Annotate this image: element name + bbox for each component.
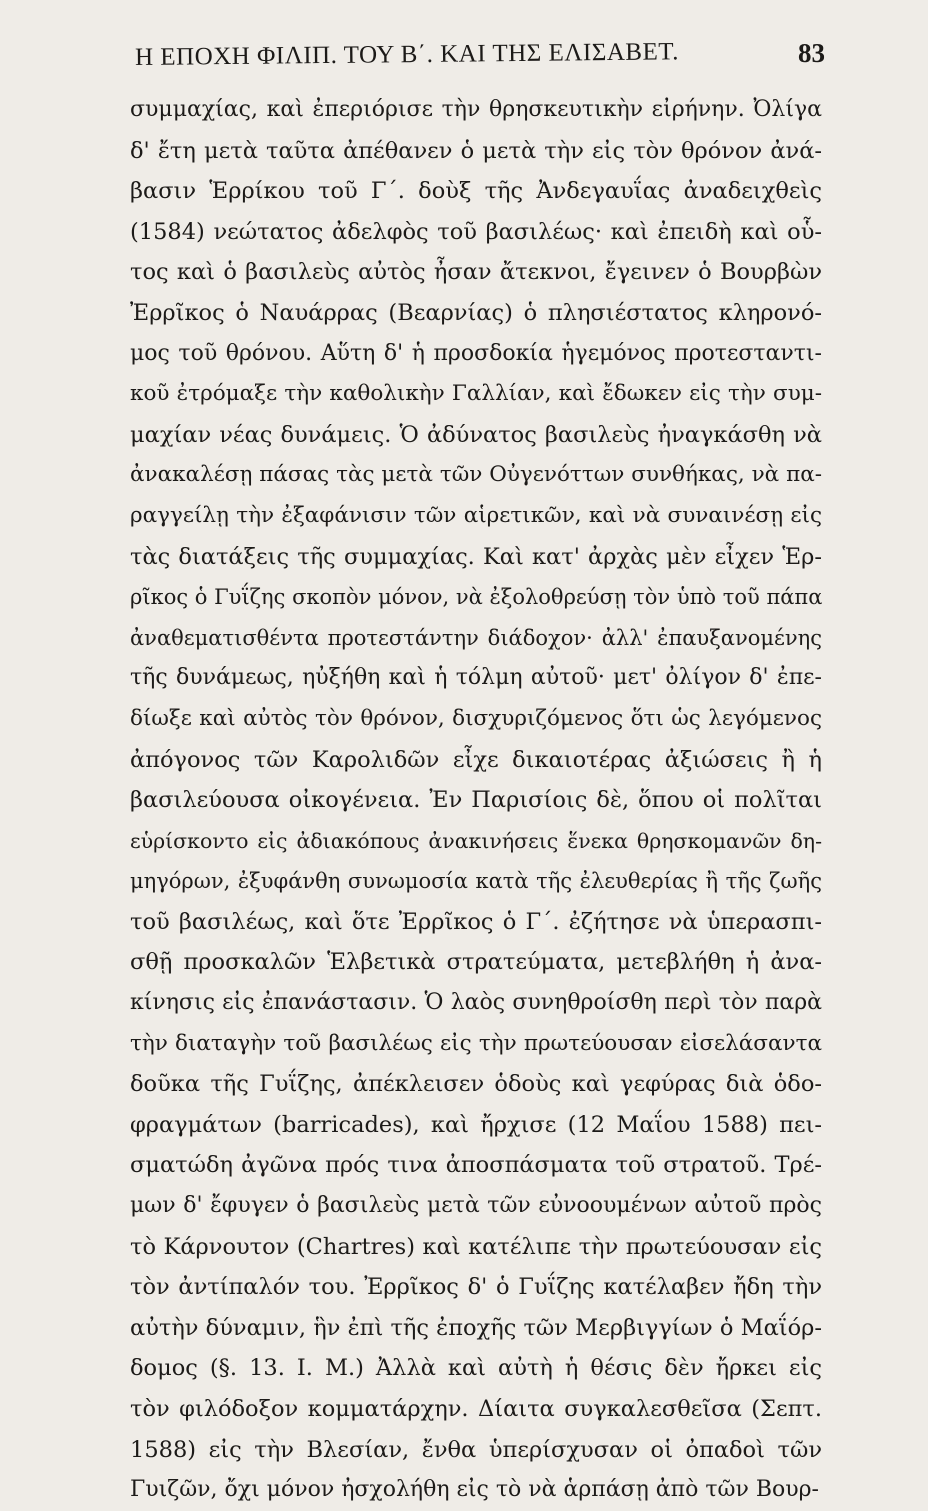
text-line: ρῖκος ὁ Γυΐζης σκοπὸν μόνον, νὰ ἐξολοθρεύσῃ τὸν ὑπὸ τοῦ πάπα (130, 585, 822, 610)
text-line: ἀπόγονος τῶν Καρολιδῶν εἶχε δικαιοτέρας ἀξιώσεις ἢ ἡ (130, 746, 822, 773)
text-line: 1588) εἰς τὴν Βλεσίαν, ἔνθα ὑπερίσχυσαν οἱ ὀπαδοὶ τῶν (130, 1436, 822, 1463)
text-line: σθῇ προσκαλῶν Ἑλβετικὰ στρατεύματα, μετεβλήθη ἡ ἀνα- (130, 949, 822, 976)
text-line: ἀναθεματισθέντα προτεστάντην διάδοχον· ἀλλ' ἐπαυξανομένης (130, 625, 822, 650)
text-line: σματώδη ἀγῶνα πρός τινα ἀποσπάσματα τοῦ στρατοῦ. Τρέ- (130, 1152, 822, 1179)
text-line: δ' ἔτη μετὰ ταῦτα ἀπέθανεν ὁ μετὰ τὴν εἰς τὸν θρόνον ἀνά- (130, 137, 822, 164)
text-line: τος καὶ ὁ βασιλεὺς αὐτὸς ἦσαν ἄτεκνοι, ἔγεινεν ὁ Βουρβὼν (130, 259, 822, 286)
text-line: συμμαχίας, καὶ ἐπεριόρισε τὴν θρησκευτικὴν εἰρήνην. Ὀλίγα (130, 97, 822, 122)
text-line: κοῦ ἐτρόμαξε τὴν καθολικὴν Γαλλίαν, καὶ ἔδωκεν εἰς τὴν συμ- (130, 381, 822, 407)
text-line: τὸ Κάρνουτον (Chartres) καὶ κατέλιπε τὴν πρωτεύουσαν εἰς (130, 1233, 822, 1260)
text-line: ραγγείλῃ τὴν ἐξαφάνισιν τῶν αἱρετικῶν, καὶ νὰ συναινέσῃ εἰς (130, 502, 822, 528)
text-line: ἀνακαλέσῃ πάσας τὰς μετὰ τῶν Οὐγενόττων συνθήκας, νὰ πα- (130, 462, 822, 488)
text-line: μων δ' ἔφυγεν ὁ βασιλεὺς μετὰ τῶν εὐνοουμένων αὐτοῦ πρὸς (130, 1193, 822, 1219)
text-line: τὴν διαταγὴν τοῦ βασιλέως εἰς τὴν πρωτεύουσαν εἰσελάσαντα (130, 1030, 822, 1056)
text-line: εὑρίσκοντο εἰς ἀδιακόπους ἀνακινήσεις ἕνεκα θρησκομανῶν δη- (130, 828, 822, 853)
text-line: τὸν φιλόδοξον κομματάρχην. Δίαιτα συγκαλεσθεῖσα (Σεπτ. (130, 1396, 822, 1422)
page-number: 83 (798, 38, 825, 68)
text-line: μαχίαν νέας δυνάμεις. Ὁ ἀδύνατος βασιλεὺς ἠναγκάσθη νὰ (130, 421, 822, 448)
text-line: δίωξε καὶ αὐτὸς τὸν θρόνον, δισχυριζόμενος ὅτι ὡς λεγόμενος (130, 705, 822, 731)
text-line: μος τοῦ θρόνου. Αὕτη δ' ἡ προσδοκία ἡγεμόνος προτεσταντι- (130, 340, 822, 366)
text-line: δοῦκα τῆς Γυΐζης, ἀπέκλεισεν ὁδοὺς καὶ γεφύρας διὰ ὁδο- (130, 1071, 822, 1098)
text-line: τῆς δυνάμεως, ηὐξήθη καὶ ἡ τόλμη αὐτοῦ· μετ' ὀλίγον δ' ἐπε- (130, 665, 822, 691)
text-line: τὸν ἀντίπαλόν του. Ἐρρῖκος δ' ὁ Γυΐζης κατέλαβεν ἤδη τὴν (130, 1274, 822, 1301)
text-line: τοῦ βασιλέως, καὶ ὅτε Ἐρρῖκος ὁ Γ΄. ἐζήτησε νὰ ὑπερασπι- (130, 908, 822, 935)
running-title: Η ΕΠΟΧΗ ΦΙΛΙΠ. ΤΟΥ Β΄. ΚΑΙ ΤΗΣ ΕΛΙΣΑΒΕΤ. (134, 38, 680, 71)
text-line: φραγμάτων (barricades), καὶ ἤρχισε (12 Μαΐου 1588) πει- (130, 1111, 822, 1138)
text-line: μηγόρων, ἐξυφάνθη συνωμοσία κατὰ τῆς ἐλευθερίας ἢ τῆς ζωῆς (130, 869, 822, 894)
text-line: δομος (§. 13. Ι. Μ.) Ἀλλὰ καὶ αὐτὴ ἡ θέσις δὲν ἤρκει εἰς (130, 1355, 822, 1382)
text-line: Ἐρρῖκος ὁ Ναυάρρας (Βεαρνίας) ὁ πλησιέστατος κληρονό- (130, 299, 822, 326)
body-text (130, 90, 822, 1511)
text-line: Γυιζῶν, ὄχι μόνον ἠσχολήθη εἰς τὸ νὰ ἁρπάσῃ ἀπὸ τῶν Βουρ- (130, 1477, 819, 1503)
text-line: (1584) νεώτατος ἀδελφὸς τοῦ βασιλέως· καὶ ἐπειδὴ καὶ οὗ- (130, 218, 822, 245)
text-line: τὰς διατάξεις τῆς συμμαχίας. Καὶ κατ' ἀρχὰς μὲν εἶχεν Ἑρ- (130, 543, 822, 570)
text-line: αὐτὴν δύναμιν, ἣν ἐπὶ τῆς ἐποχῆς τῶν Μερβιγγίων ὁ Μαΐόρ- (130, 1314, 822, 1341)
running-header (135, 38, 825, 78)
text-line: βασιλεύουσα οἰκογένεια. Ἐν Παρισίοις δὲ, ὅπου οἱ πολῖται (130, 787, 822, 814)
text-line: κίνησις εἰς ἐπανάστασιν. Ὁ λαὸς συνηθροίσθη περὶ τὸν παρὰ (130, 990, 822, 1016)
text-line: βασιν Ἑρρίκου τοῦ Γ΄. δοὺξ τῆς Ἀνδεγαυΐας ἀναδειχθεὶς (130, 178, 822, 205)
